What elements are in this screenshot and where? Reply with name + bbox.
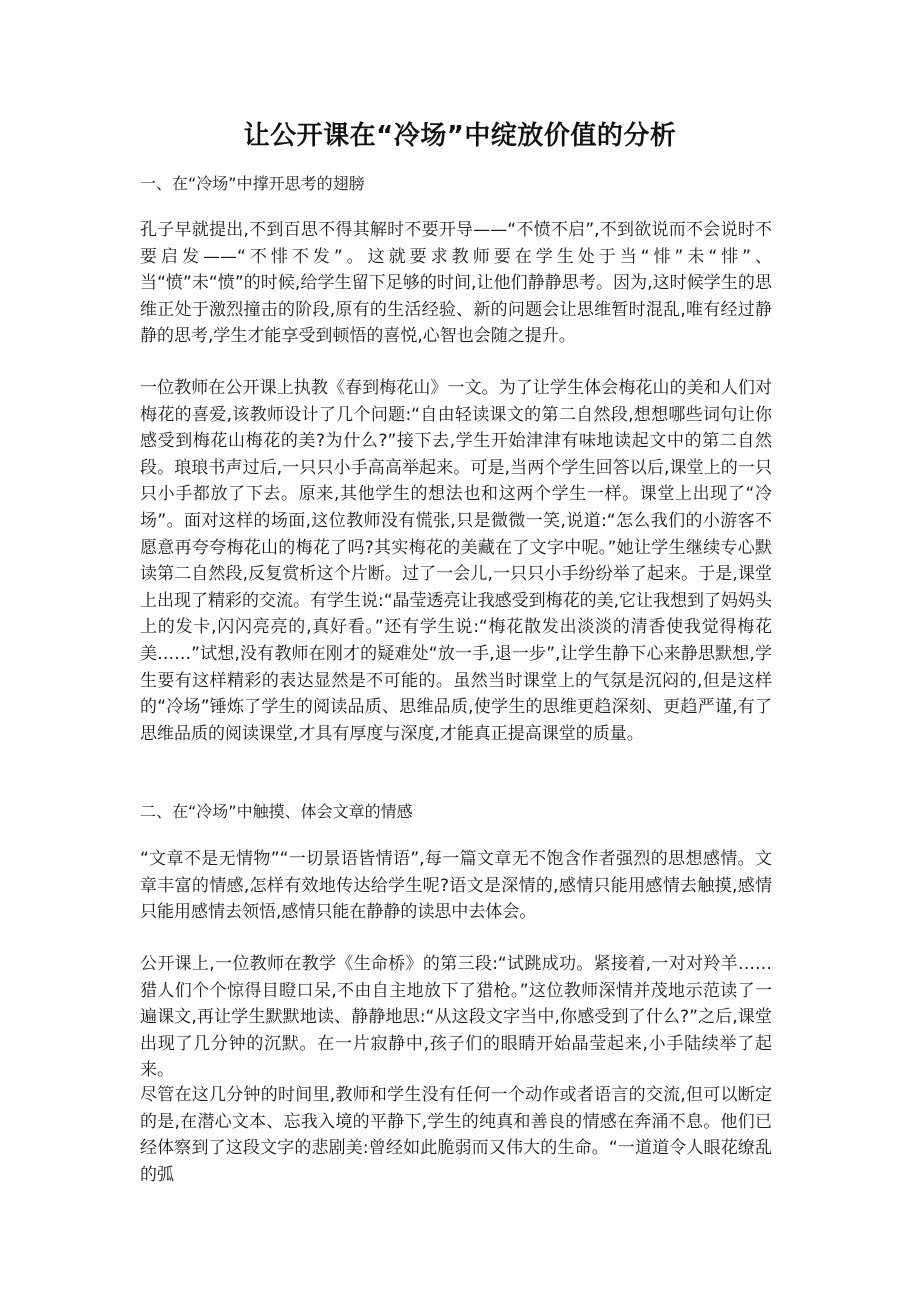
section-heading-1: 一、在“冷场”中撑开思考的翅膀 — [140, 174, 365, 193]
paragraph: “文章不是无情物”“一切景语皆情语”,每一篇文章无不饱含作者强烈的思想感情。文章丰富的情感,怎样有效地传达给学生呢?语文是深情的,感情只能用感情去触摸,感情只能用感情去领悟,感情只能在静静的读思中去体会。 — [140, 849, 772, 923]
paragraph: 公开课上,一位教师在教学《生命桥》的第三段:“试跳成功。紧接着,一对对羚羊……猎人们个个惊得目瞪口呆,不由自主地放下了猎枪。”这位教师深情并茂地示范读了一遍课文,再让学生默默地读、静静地思:“从这段文字当中,你感受到了什么?”之后,课堂出现了几分钟的沉默。在一片寂静中,孩子们的眼睛开始晶莹起来,小手陆续举了起来。 — [140, 954, 772, 1081]
section-heading-2: 二、在“冷场”中触摸、体会文章的情感 — [140, 802, 413, 821]
paragraph: 孔子早就提出,不到百思不得其解时不要开导——“不愤不启”,不到欲说而不会说时不要启发——“不悱不发”。这就要求教师要在学生处于当“悱”未“悱”、当“愤”未“愤”的时候,给学生留下足够的时间,让他们静静思考。因为,这时候学生的思维正处于激烈撞击的阶段,原有的生活经验、新的问题会让思维暂时混乱,唯有经过静静的思考,学生才能享受到顿悟的喜悦,心智也会随之提升。 — [140, 220, 772, 347]
paragraph: 尽管在这几分钟的时间里,教师和学生没有任何一个动作或者语言的交流,但可以断定的是,在潜心文本、忘我入境的平静下,学生的纯真和善良的情感在奔涌不息。他们已经体察到了这段文字的悲剧美:曾经如此脆弱而又伟大的生命。“一道道令人眼花缭乱的弧 — [140, 1085, 772, 1185]
paragraph: 一位教师在公开课上执教《春到梅花山》一文。为了让学生体会梅花山的美和人们对梅花的喜爱,该教师设计了几个问题:“自由轻读课文的第二自然段,想想哪些词句让你感受到梅花山梅花的美?为什么?”接下去,学生开始津津有味地读起文中的第二自然段。琅琅书声过后,一只只小手高高举起来。可是,当两个学生回答以后,课堂上的一只只小手都放了下去。原来,其他学生的想法也和这两个学生一样。课堂上出现了“冷场”。面对这样的场面,这位教师没有慌张,只是微微一笑,说道:“怎么我们的小游客不愿意再夸夸梅花山的梅花了吗?其实梅花的美藏在了文字中呢。”她让学生继续专心默读第二自然段,反复赏析这个片断。过了一会儿,一只只小手纷纷举了起来。于是,课堂上出现了精彩的交流。有学生说:“晶莹透亮让我感受到梅花的美,它让我想到了妈妈头上的发卡,闪闪亮亮的,真好看。”还有学生说:“梅花散发出淡淡的清香使我觉得梅花美……”试想,没有教师在刚才的疑难处“放一手,退一步”,让学生静下心来静思默想,学生要有这样精彩的表达显然是不可能的。虽然当时课堂上的气氛是沉闷的,但是这样的“冷场”锤炼了学生的阅读品质、思维品质,使学生的思维更趋深刻、更趋严谨,有了思维品质的阅读课堂,才具有厚度与深度,才能真正提高课堂的质量。 — [140, 378, 772, 744]
page-title: 让公开课在“冷场”中绽放价值的分析 — [243, 121, 677, 151]
